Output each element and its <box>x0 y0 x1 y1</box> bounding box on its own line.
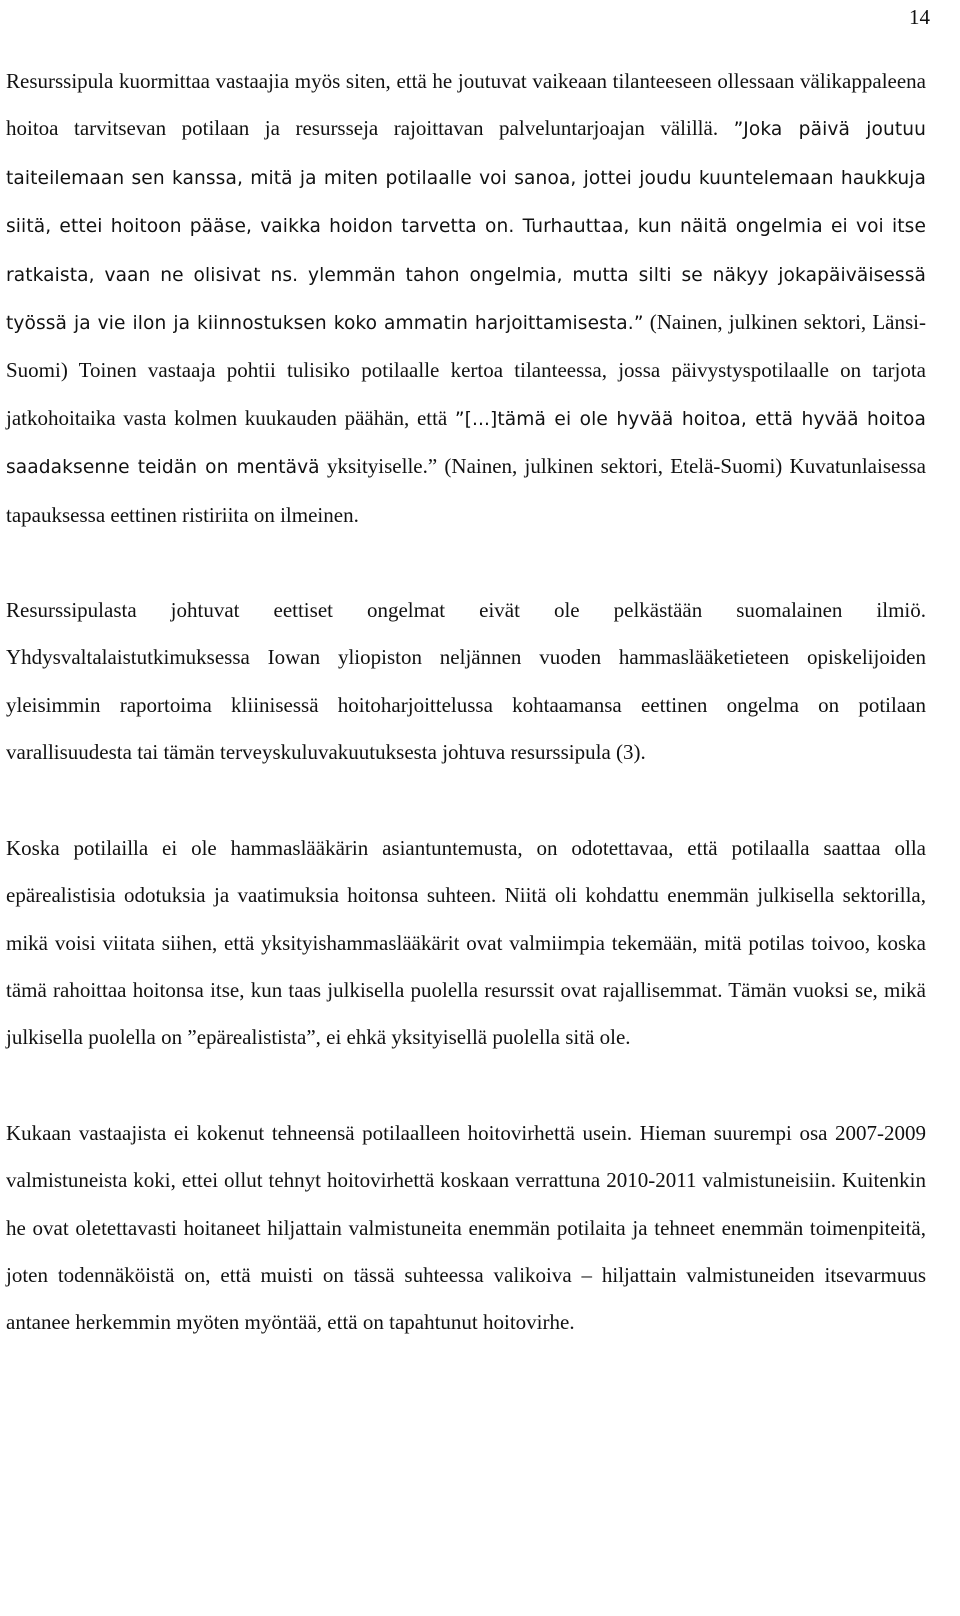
page-number: 14 <box>909 5 930 29</box>
paragraph-intro-text: Resurssipula kuormittaa vastaajia myös siten, että he joutuvat vaikeaan tilanteeseen ollessaan välikappaleena hoitoa tarvitsevan potilaan ja resursseja rajoittavan palveluntarjoajan välillä. <box>6 69 926 141</box>
respondent-quote-west-finland: ”Joka päivä joutuu taiteilemaan sen kanssa, mitä ja miten potilaalle voi sanoa, jottei joudu kuuntelemaan haukkuja siitä, ettei hoitoon pääse, vaikka hoidon tarvetta on. Turhauttaa, kun näitä ongelmia ei voi itse ratkaista, vaan ne olisivat ns. ylemmän tahon ongelmia, mutta silti se näkyy jokapäiväisessä työssä ja vie ilon ja kiinnostuksen koko ammatin harjoittamisesta.” <box>6 119 926 335</box>
paragraph-end-text: yksityiselle.” (Nainen, julkinen sektori, Etelä-Suomi) Kuvatunlaisessa tapauksessa eettinen ristiriita on ilmeinen. <box>6 454 926 527</box>
respondent-quote-south-finland: ”[...]tämä ei ole hyvää hoitoa, että hyvää hoitoa saadaksenne teidän on mentävä <box>6 408 926 479</box>
paragraph-patient-expectations: Koska potilailla ei ole hammaslääkärin asiantuntemusta, on odotettavaa, että potilaalla saattaa olla epärealistisia odotuksia ja vaatimuksia hoitonsa suhteen. Niitä oli kohdattu enemmän julkisella sektorilla, mikä voisi viitata siihen, että yksityishammaslääkärit ovat valmiimpia tekemään, mitä potilas toivoo, koska tämä rahoittaa hoitonsa itse, kun taas julkisella puolella resurssit ovat rajallisemmat. Tämän vuoksi se, mikä julkisella puolella on ”epärealistista”, ei ehkä yksityisellä puolella sitä ole. <box>6 835 926 1050</box>
paragraph-treatment-errors: Kukaan vastaajista ei kokenut tehneensä potilaalleen hoitovirhettä usein. Hieman suurempi osa 2007-2009 valmistuneista koki, ettei ollut tehnyt hoitovirhettä koskaan verrattuna 2010-2011 valmistuneisiin. Kuitenkin he ovat oletettavasti hoitaneet hiljattain valmistuneita enemmän potilaita ja tehneet enemmän toimenpiteitä, joten todennäköistä on, että muisti on tässä suhteessa valikoiva – hiljattain valmistuneiden itsevarmuus antanee herkemmin myöten myöntää, että on tapahtunut hoitovirhe. <box>6 1120 926 1335</box>
paragraph-middle-text: (Nainen, julkinen sektori, Länsi-Suomi) Toinen vastaaja pohtii tulisiko potilaalle kertoa tilanteessa, jossa päivystyspotilaalle on tarjota jatkohoitaika vasta kolmen kuukauden päähän, että <box>6 310 926 430</box>
paragraph-resource-shortage-quotes <box>6 58 926 539</box>
document-body <box>6 58 926 1347</box>
paragraph-international-comparison: Resurssipulasta johtuvat eettiset ongelmat eivät ole pelkästään suomalainen ilmiö. Yhdysvaltalaistutkimuksessa Iowan yliopiston neljännen vuoden hammaslääketieteen opiskelijoiden yleisimmin raportoima kliinisessä hoitoharjoittelussa kohtaamansa eettinen ongelma on potilaan varallisuudesta tai tämän terveyskuluvakuutuksesta johtuva resurssipula (3). <box>6 598 926 765</box>
